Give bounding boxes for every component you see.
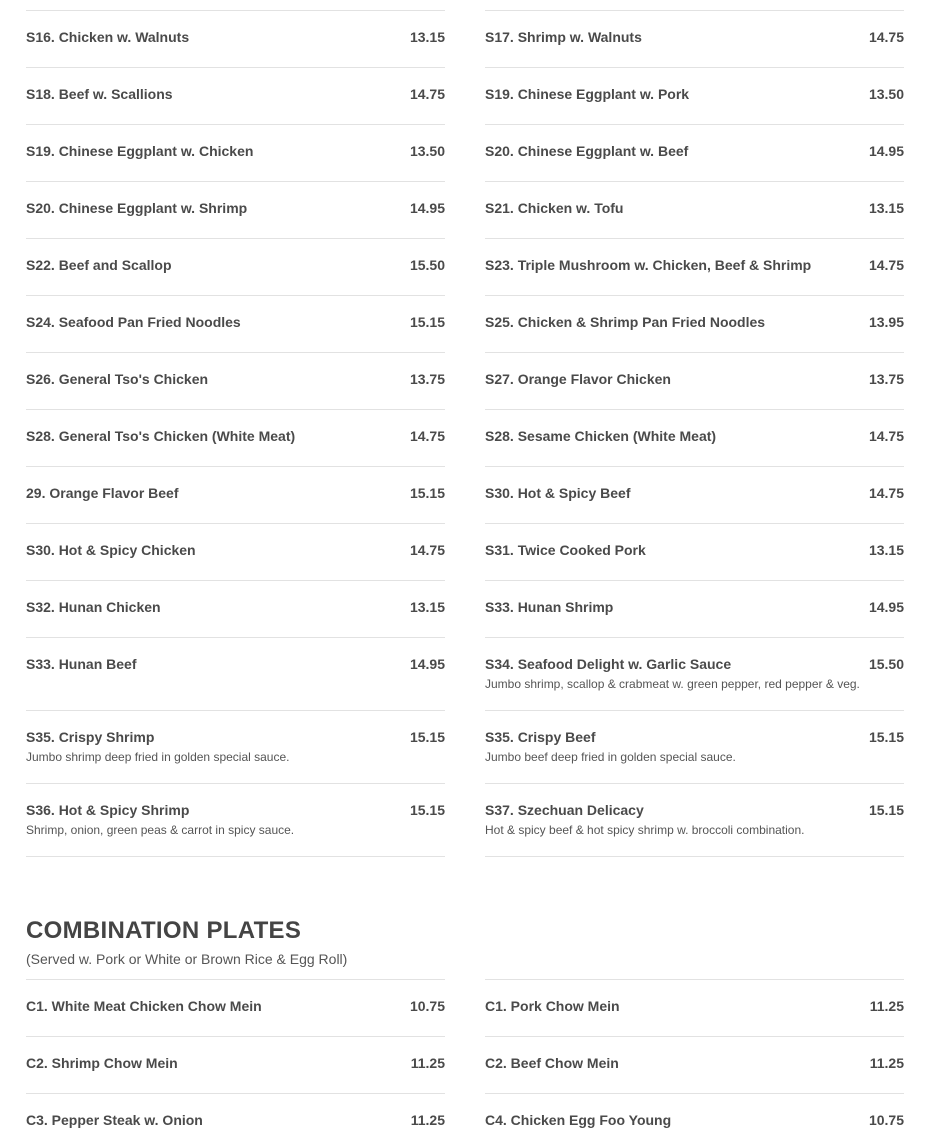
section-title: COMBINATION PLATES xyxy=(26,917,302,944)
menu-item-name: S32. Hunan Chicken xyxy=(26,599,161,615)
menu-item-name: S24. Seafood Pan Fried Noodles xyxy=(26,314,241,330)
menu-item-name: S35. Crispy Beef xyxy=(485,729,596,745)
menu-item-name: S30. Hot & Spicy Chicken xyxy=(26,542,196,558)
menu-item[interactable] xyxy=(26,124,445,181)
menu-item[interactable] xyxy=(26,710,445,783)
menu-item-name: S36. Hot & Spicy Shrimp xyxy=(26,802,190,818)
menu-item-price: 15.15 xyxy=(409,485,445,501)
menu-item[interactable] xyxy=(485,181,904,238)
menu-item[interactable] xyxy=(485,979,904,1036)
menu-item-header xyxy=(485,599,904,615)
menu-item[interactable] xyxy=(26,352,445,409)
menu-item-price: 14.75 xyxy=(868,428,904,444)
menu-item-header xyxy=(26,86,445,102)
menu-item-price: 15.50 xyxy=(868,656,904,672)
menu-item-name: 29. Orange Flavor Beef xyxy=(26,485,179,501)
menu-item-header xyxy=(26,656,445,672)
menu-item-price: 10.75 xyxy=(409,998,445,1014)
menu-item-price: 13.15 xyxy=(868,200,904,216)
menu-item[interactable] xyxy=(485,352,904,409)
menu-item[interactable] xyxy=(26,637,445,710)
menu-item-header xyxy=(485,802,904,818)
menu-item-header xyxy=(485,143,904,159)
menu-item-header xyxy=(485,656,904,672)
menu-item-price: 10.75 xyxy=(868,1112,904,1128)
menu-item-header xyxy=(485,1112,904,1128)
menu-item-name: S28. General Tso's Chicken (White Meat) xyxy=(26,428,296,444)
menu-item[interactable] xyxy=(26,523,445,580)
menu-item[interactable] xyxy=(485,710,904,783)
menu-item-name: S33. Hunan Beef xyxy=(26,656,137,672)
menu-item-price: 15.50 xyxy=(409,257,445,273)
menu-item-price: 13.75 xyxy=(409,371,445,387)
menu-item-header xyxy=(26,485,445,501)
menu-item[interactable] xyxy=(485,637,904,710)
menu-item-price: 13.50 xyxy=(868,86,904,102)
menu-item-header xyxy=(485,371,904,387)
menu-item-description: Jumbo beef deep fried in golden special sauce. xyxy=(485,750,736,764)
menu-item-name: S30. Hot & Spicy Beef xyxy=(485,485,631,501)
menu-item[interactable] xyxy=(485,238,904,295)
menu-item-price: 14.75 xyxy=(868,29,904,45)
menu-item-price: 13.75 xyxy=(868,371,904,387)
menu-item-price: 15.15 xyxy=(409,314,445,330)
menu-item-name: S21. Chicken w. Tofu xyxy=(485,200,624,216)
menu-item-price: 13.95 xyxy=(868,314,904,330)
menu-item[interactable] xyxy=(26,466,445,523)
menu-item-name: S19. Chinese Eggplant w. Chicken xyxy=(26,143,254,159)
menu-item[interactable] xyxy=(26,409,445,466)
menu-item[interactable] xyxy=(485,523,904,580)
menu-item[interactable] xyxy=(26,295,445,352)
menu-item-name: S20. Chinese Eggplant w. Beef xyxy=(485,143,689,159)
menu-item-price: 13.15 xyxy=(868,542,904,558)
combination-menu-grid xyxy=(26,979,904,1139)
menu-item-name: S20. Chinese Eggplant w. Shrimp xyxy=(26,200,248,216)
menu-item-price: 13.15 xyxy=(409,599,445,615)
menu-item-price: 11.25 xyxy=(410,1055,445,1071)
menu-item-header xyxy=(26,542,445,558)
menu-item-price: 15.15 xyxy=(868,729,904,745)
menu-item-header xyxy=(485,86,904,102)
menu-item-name: S33. Hunan Shrimp xyxy=(485,599,614,615)
menu-item-price: 14.75 xyxy=(409,86,445,102)
menu-item[interactable] xyxy=(485,1093,904,1139)
menu-item-name: S27. Orange Flavor Chicken xyxy=(485,371,671,387)
menu-item[interactable] xyxy=(26,783,445,856)
menu-item-price: 14.75 xyxy=(868,485,904,501)
menu-item-header xyxy=(26,29,445,45)
menu-item-header xyxy=(26,371,445,387)
menu-item[interactable] xyxy=(26,67,445,124)
menu-item[interactable] xyxy=(26,1036,445,1093)
menu-item-price: 11.25 xyxy=(410,1112,445,1128)
menu-item-header xyxy=(485,1055,904,1071)
menu-item-name: S37. Szechuan Delicacy xyxy=(485,802,644,818)
menu-item-price: 15.15 xyxy=(868,802,904,818)
divider xyxy=(26,856,445,857)
menu-item-name: C4. Chicken Egg Foo Young xyxy=(485,1112,672,1128)
menu-item[interactable] xyxy=(485,10,904,67)
menu-item-price: 13.50 xyxy=(409,143,445,159)
menu-item-price: 14.95 xyxy=(409,656,445,672)
combination-section-header xyxy=(26,914,904,970)
menu-item-name: S34. Seafood Delight w. Garlic Sauce xyxy=(485,656,732,672)
menu-item-header xyxy=(26,998,445,1014)
menu-item[interactable] xyxy=(26,10,445,67)
menu-item-price: 14.75 xyxy=(409,542,445,558)
menu-item-price: 14.95 xyxy=(868,599,904,615)
menu-item-header xyxy=(26,1055,445,1071)
menu-item[interactable] xyxy=(26,181,445,238)
menu-item-header xyxy=(26,143,445,159)
menu-item-header xyxy=(485,200,904,216)
menu-item-price: 13.15 xyxy=(409,29,445,45)
menu-item-description: Jumbo shrimp, scallop & crabmeat w. green pepper, red pepper & veg. xyxy=(485,677,860,691)
menu-item-header xyxy=(485,314,904,330)
menu-item-name: C2. Beef Chow Mein xyxy=(485,1055,619,1071)
menu-item-price: 14.75 xyxy=(868,257,904,273)
menu-item-header xyxy=(485,485,904,501)
menu-item-header xyxy=(485,428,904,444)
menu-item-header xyxy=(26,428,445,444)
specials-menu-grid xyxy=(26,10,904,857)
menu-item-price: 11.25 xyxy=(869,1055,904,1071)
menu-item[interactable] xyxy=(26,979,445,1036)
menu-item[interactable] xyxy=(485,124,904,181)
section-subtitle: (Served w. Pork or White or Brown Rice & Egg Roll) xyxy=(26,951,348,967)
menu-item-name: S28. Sesame Chicken (White Meat) xyxy=(485,428,717,444)
menu-item-price: 14.75 xyxy=(409,428,445,444)
menu-item-price: 15.15 xyxy=(409,802,445,818)
menu-item[interactable] xyxy=(26,580,445,637)
divider xyxy=(485,856,904,857)
menu-item-name: C1. White Meat Chicken Chow Mein xyxy=(26,998,262,1014)
menu-item-name: S31. Twice Cooked Pork xyxy=(485,542,646,558)
menu-item-name: S17. Shrimp w. Walnuts xyxy=(485,29,642,45)
menu-item-header xyxy=(26,257,445,273)
menu-item-header xyxy=(26,599,445,615)
menu-item-header xyxy=(26,802,445,818)
menu-item[interactable] xyxy=(485,409,904,466)
menu-item-name: C2. Shrimp Chow Mein xyxy=(26,1055,178,1071)
menu-item-header xyxy=(26,1112,445,1128)
menu-item-name: C3. Pepper Steak w. Onion xyxy=(26,1112,203,1128)
menu-item-name: S35. Crispy Shrimp xyxy=(26,729,155,745)
menu-item-name: C1. Pork Chow Mein xyxy=(485,998,620,1014)
menu-item-header xyxy=(485,29,904,45)
menu-item-description: Shrimp, onion, green peas & carrot in spicy sauce. xyxy=(26,823,295,837)
menu-item-price: 14.95 xyxy=(409,200,445,216)
menu-item-description: Jumbo shrimp deep fried in golden special sauce. xyxy=(26,750,290,764)
menu-item-price: 14.95 xyxy=(868,143,904,159)
menu-item-price: 11.25 xyxy=(869,998,904,1014)
menu-item-header xyxy=(26,314,445,330)
menu-item-header xyxy=(26,729,445,745)
menu-item-header xyxy=(485,542,904,558)
menu-item[interactable] xyxy=(485,1036,904,1093)
menu-item[interactable] xyxy=(485,580,904,637)
menu-item[interactable] xyxy=(485,295,904,352)
menu-item-description: Hot & spicy beef & hot spicy shrimp w. broccoli combination. xyxy=(485,823,805,837)
menu-item-header xyxy=(485,729,904,745)
menu-item-name: S25. Chicken & Shrimp Pan Fried Noodles xyxy=(485,314,766,330)
menu-item-name: S22. Beef and Scallop xyxy=(26,257,172,273)
menu-item-name: S19. Chinese Eggplant w. Pork xyxy=(485,86,690,102)
menu-item[interactable] xyxy=(485,783,904,856)
menu-item[interactable] xyxy=(485,466,904,523)
menu-item[interactable] xyxy=(485,67,904,124)
menu-item-header xyxy=(26,200,445,216)
menu-item[interactable] xyxy=(26,238,445,295)
menu-item-name: S23. Triple Mushroom w. Chicken, Beef & Shrimp xyxy=(485,257,812,273)
menu-item[interactable] xyxy=(26,1093,445,1139)
menu-item-name: S26. General Tso's Chicken xyxy=(26,371,209,387)
menu-item-name: S18. Beef w. Scallions xyxy=(26,86,173,102)
menu-item-price: 15.15 xyxy=(409,729,445,745)
menu-item-header xyxy=(485,257,904,273)
menu-item-name: S16. Chicken w. Walnuts xyxy=(26,29,190,45)
menu-item-header xyxy=(485,998,904,1014)
